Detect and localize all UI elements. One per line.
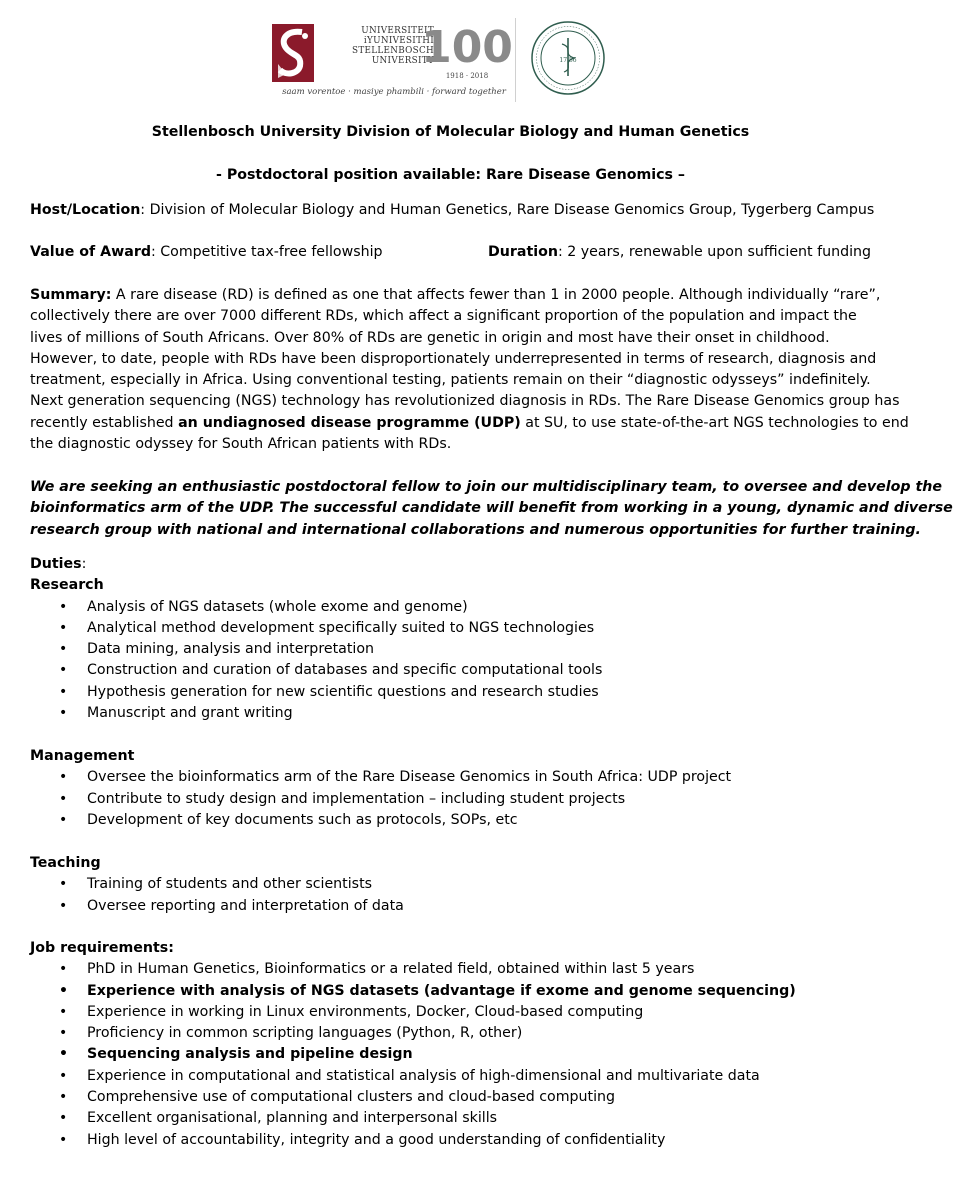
summary-line: the diagnostic odyssey for South African patients with RDs. [30, 436, 452, 453]
summary-line: A rare disease (RD) is defined as one that affects fewer than 1 in 2000 people. Although individually “rare”, [111, 287, 881, 303]
list-item: • Sequencing analysis and pipeline design [30, 1044, 880, 1065]
summary-line: collectively there are over 7000 different RDs, which affect a significant proportion of the population and impact the [30, 308, 857, 325]
list-item: • Oversee the bioinformatics arm of the Rare Disease Genomics in South Africa: UDP project [30, 767, 880, 788]
list-item: • Manuscript and grant writing [30, 703, 880, 724]
list-item: • High level of accountability, integrity and a good understanding of confidentiality [30, 1130, 880, 1151]
header-logos [272, 14, 612, 104]
seeking-line: We are seeking an enthusiastic postdoctoral fellow to join our multidisciplinary team, to oversee and develop the [30, 479, 942, 495]
management-heading: Management [30, 748, 135, 764]
summary-line: However, to date, people with RDs have been disproportionately underrepresented in terms of research, diagnosis and [30, 350, 877, 367]
summary-line: recently established an undiagnosed disease programme (UDP) at SU, to use state-of-the-art NGS technologies to end [30, 414, 909, 431]
duration-value: : 2 years, renewable upon sufficient funding [557, 244, 872, 260]
seeking-paragraph [30, 477, 953, 541]
requirements-section [30, 938, 880, 1151]
stellenbosch-shield-icon [272, 24, 314, 82]
duration-label: Duration [488, 244, 558, 260]
duration [488, 242, 871, 263]
seeking-line: research group with national and international collaborations and numerous opportunities for further training. [30, 521, 921, 538]
value-of-award [30, 242, 383, 263]
centenary-100-logo [421, 20, 513, 73]
teaching-list [30, 874, 880, 917]
management-section [30, 746, 880, 831]
faculty-seal-icon [530, 20, 606, 96]
list-item: • Excellent organisational, planning and interpersonal skills [30, 1108, 880, 1129]
list-item: • Analysis of NGS datasets (whole exome and genome) [30, 597, 880, 618]
list-item: • Analytical method development specifically suited to NGS technologies [30, 618, 880, 639]
page-title: Stellenbosch University Division of Molecular Biology and Human Genetics [151, 124, 750, 140]
list-item: • Training of students and other scientists [30, 874, 880, 895]
duties-section [30, 554, 880, 724]
list-item: • Proficiency in common scripting languages (Python, R, other) [30, 1023, 880, 1044]
university-motto: saam vorentoe · masiye phambili · forward together [282, 87, 506, 97]
host-location [30, 200, 874, 221]
list-item: • Experience in computational and statistical analysis of high-dimensional and multivariate data [30, 1066, 880, 1087]
summary-line: Next generation sequencing (NGS) technology has revolutionized diagnosis in RDs. The Rare Disease Genomics group has [30, 393, 900, 410]
seeking-line: bioinformatics arm of the UDP. The successful candidate will benefit from working in a young, dynamic and diverse [30, 500, 953, 517]
summary-line: lives of millions of South Africans. Over 80% of RDs are genetic in origin and most have their onset in childhood. [30, 329, 830, 346]
list-item: • Comprehensive use of computational clusters and cloud-based computing [30, 1087, 880, 1108]
list-item: • Oversee reporting and interpretation of data [30, 896, 880, 917]
management-list [30, 767, 880, 831]
host-value: : Division of Molecular Biology and Human Genetics, Rare Disease Genomics Group, Tygerberg Campus [140, 202, 875, 218]
udp-highlight: an undiagnosed disease programme (UDP) [178, 414, 521, 431]
list-item: • Data mining, analysis and interpretation [30, 639, 880, 660]
page-subtitle: - Postdoctoral position available: Rare Disease Genomics – [216, 167, 685, 183]
list-item: • Development of key documents such as protocols, SOPs, etc [30, 810, 880, 831]
list-item: • Construction and curation of databases and specific computational tools [30, 660, 880, 681]
summary-label: Summary: [30, 287, 112, 303]
research-heading: Research [30, 577, 104, 594]
award-label: Value of Award [30, 244, 151, 260]
requirements-list [30, 959, 880, 1151]
list-item: • PhD in Human Genetics, Bioinformatics or a related field, obtained within last 5 years [30, 959, 880, 980]
centenary-number: 100 [421, 22, 513, 73]
list-item: • Experience in working in Linux environments, Docker, Cloud-based computing [30, 1002, 880, 1023]
requirements-heading: Job requirements: [30, 940, 174, 956]
award-value: : Competitive tax-free fellowship [150, 244, 383, 260]
summary-paragraph [30, 285, 909, 455]
seal-text: 17 56 [559, 57, 577, 64]
list-item: • Experience with analysis of NGS datasets (advantage if exome and genome sequencing) [30, 981, 880, 1002]
teaching-section [30, 853, 880, 917]
centenary-years: 1918 · 2018 [445, 72, 489, 80]
duties-heading: Duties: [30, 556, 87, 572]
teaching-heading: Teaching [30, 855, 101, 871]
research-list [30, 597, 880, 725]
summary-line: treatment, especially in Africa. Using conventional testing, patients remain on their “diagnostic odysseys” indefinitely. [30, 372, 871, 389]
header-divider [515, 18, 516, 102]
list-item: • Contribute to study design and implementation – including student projects [30, 789, 880, 810]
host-label: Host/Location [30, 202, 141, 218]
list-item: • Hypothesis generation for new scientific questions and research studies [30, 682, 880, 703]
university-name: UNIVERSITEIT iYUNIVESITHI STELLENBOSCH UNIVERSITY [352, 26, 434, 66]
